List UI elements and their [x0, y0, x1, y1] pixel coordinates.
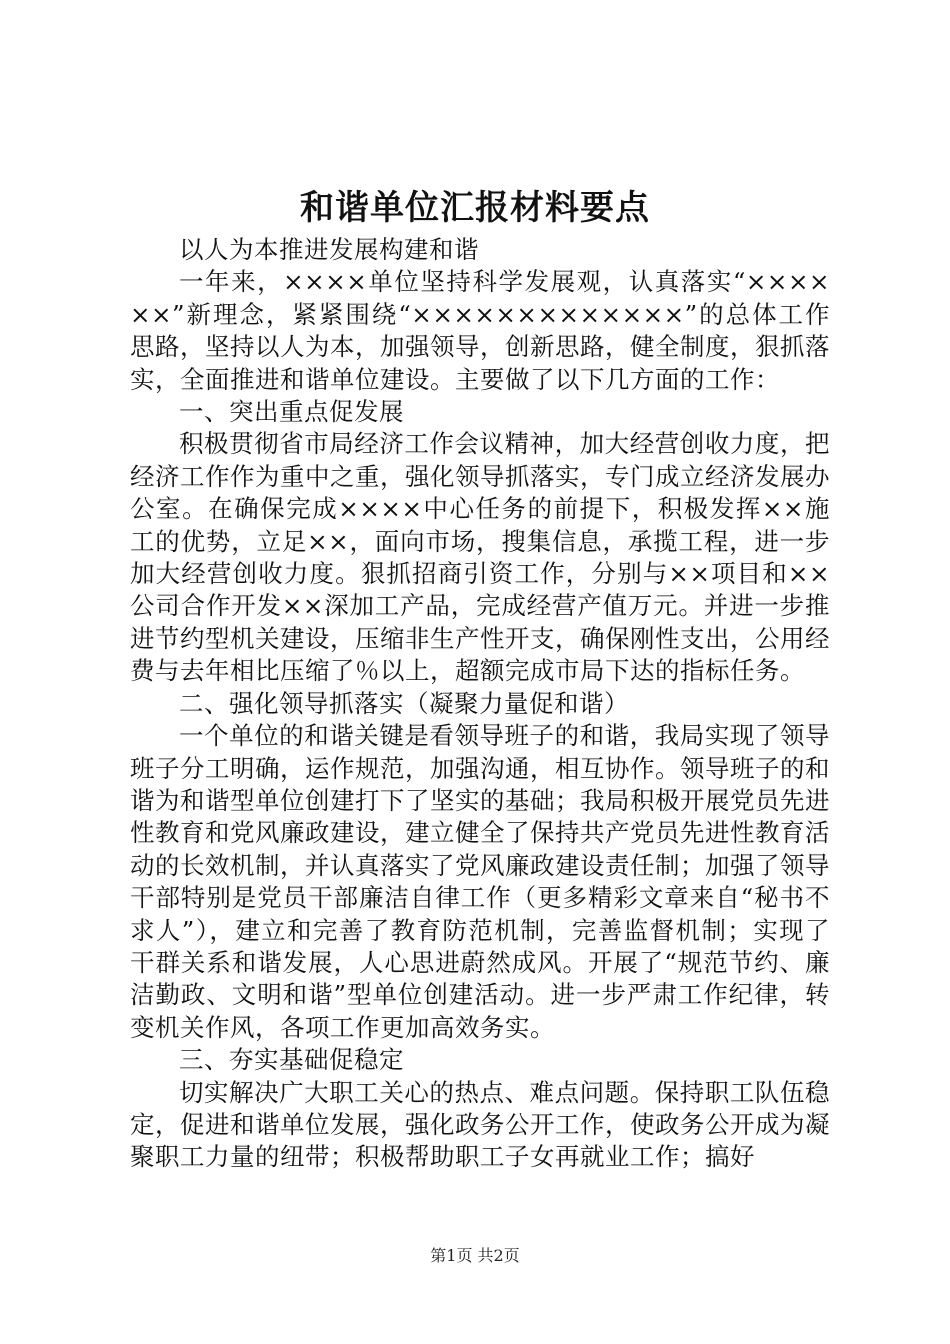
section-2-paragraph: 一个单位的和谐关键是看领导班子的和谐，我局实现了领导班子分工明确，运作规范，加强沟通，相互协作。领导班子的和谐为和谐型单位创建打下了坚实的基础；我局积极开展党员先进性教育和党风廉政建设，建立健全了保持共产党员先进性教育活动的长效机制，并认真落实了党风廉政建设责任制；加强了领导干部特别是党员干部廉洁自律工作（更多精彩文章来自“秘书不求人”），建立和完善了教育防范机制，完善监督机制；实现了干群关系和谐发展，人心思进蔚然成风。开展了“规范节约、廉洁勤政、文明和谐”型单位创建活动。进一步严肃工作纪律，转变机关作风，各项工作更加高效务实。	[130, 721, 830, 1042]
section-heading-2: 二、强化领导抓落实（凝聚力量促和谐）	[179, 688, 629, 718]
section-1-paragraph: 积极贯彻省市局经济工作会议精神，加大经营创收力度，把经济工作作为重中之重，强化领导抓落实，专门成立经济发展办公室。在确保完成××××中心任务的前提下，积极发挥××施工的优势，立足××，面向市场，搜集信息，承揽工程，进一步加大经营创收力度。狠抓招商引资工作，分别与××项目和××公司合作开发××深加工产品，完成经营产值万元。并进一步推进节约型机关建设，压缩非生产性开支，确保刚性支出，公用经费与去年相比压缩了％以上，超额完成市局下达的指标任务。	[130, 429, 830, 686]
section-heading-3: 三、夯实基础促稳定	[179, 1045, 404, 1075]
subtitle-paragraph: 以人为本推进发展构建和谐	[179, 235, 479, 264]
section-3-paragraph: 切实解决广大职工关心的热点、难点问题。保持职工队伍稳定，促进和谐单位发展，强化政务公开工作，使政务公开成为凝聚职工力量的纽带；积极帮助职工子女再就业工作；搞好	[130, 1077, 830, 1172]
document-body	[130, 234, 830, 1174]
document-title: 和谐单位汇报材料要点	[300, 188, 650, 228]
section-heading-1: 一、突出重点促发展	[179, 397, 404, 427]
intro-paragraph: 一年来，××××单位坚持科学发展观，认真落实“××××××”新理念，紧紧围绕“×××××××××××××”的总体工作思路，坚持以人为本，加强领导，创新思路，健全制度，狠抓落实，全面推进和谐单位建设。主要做了以下几方面的工作：	[130, 267, 830, 394]
page-number-footer: 第1页 共2页	[430, 1246, 520, 1265]
